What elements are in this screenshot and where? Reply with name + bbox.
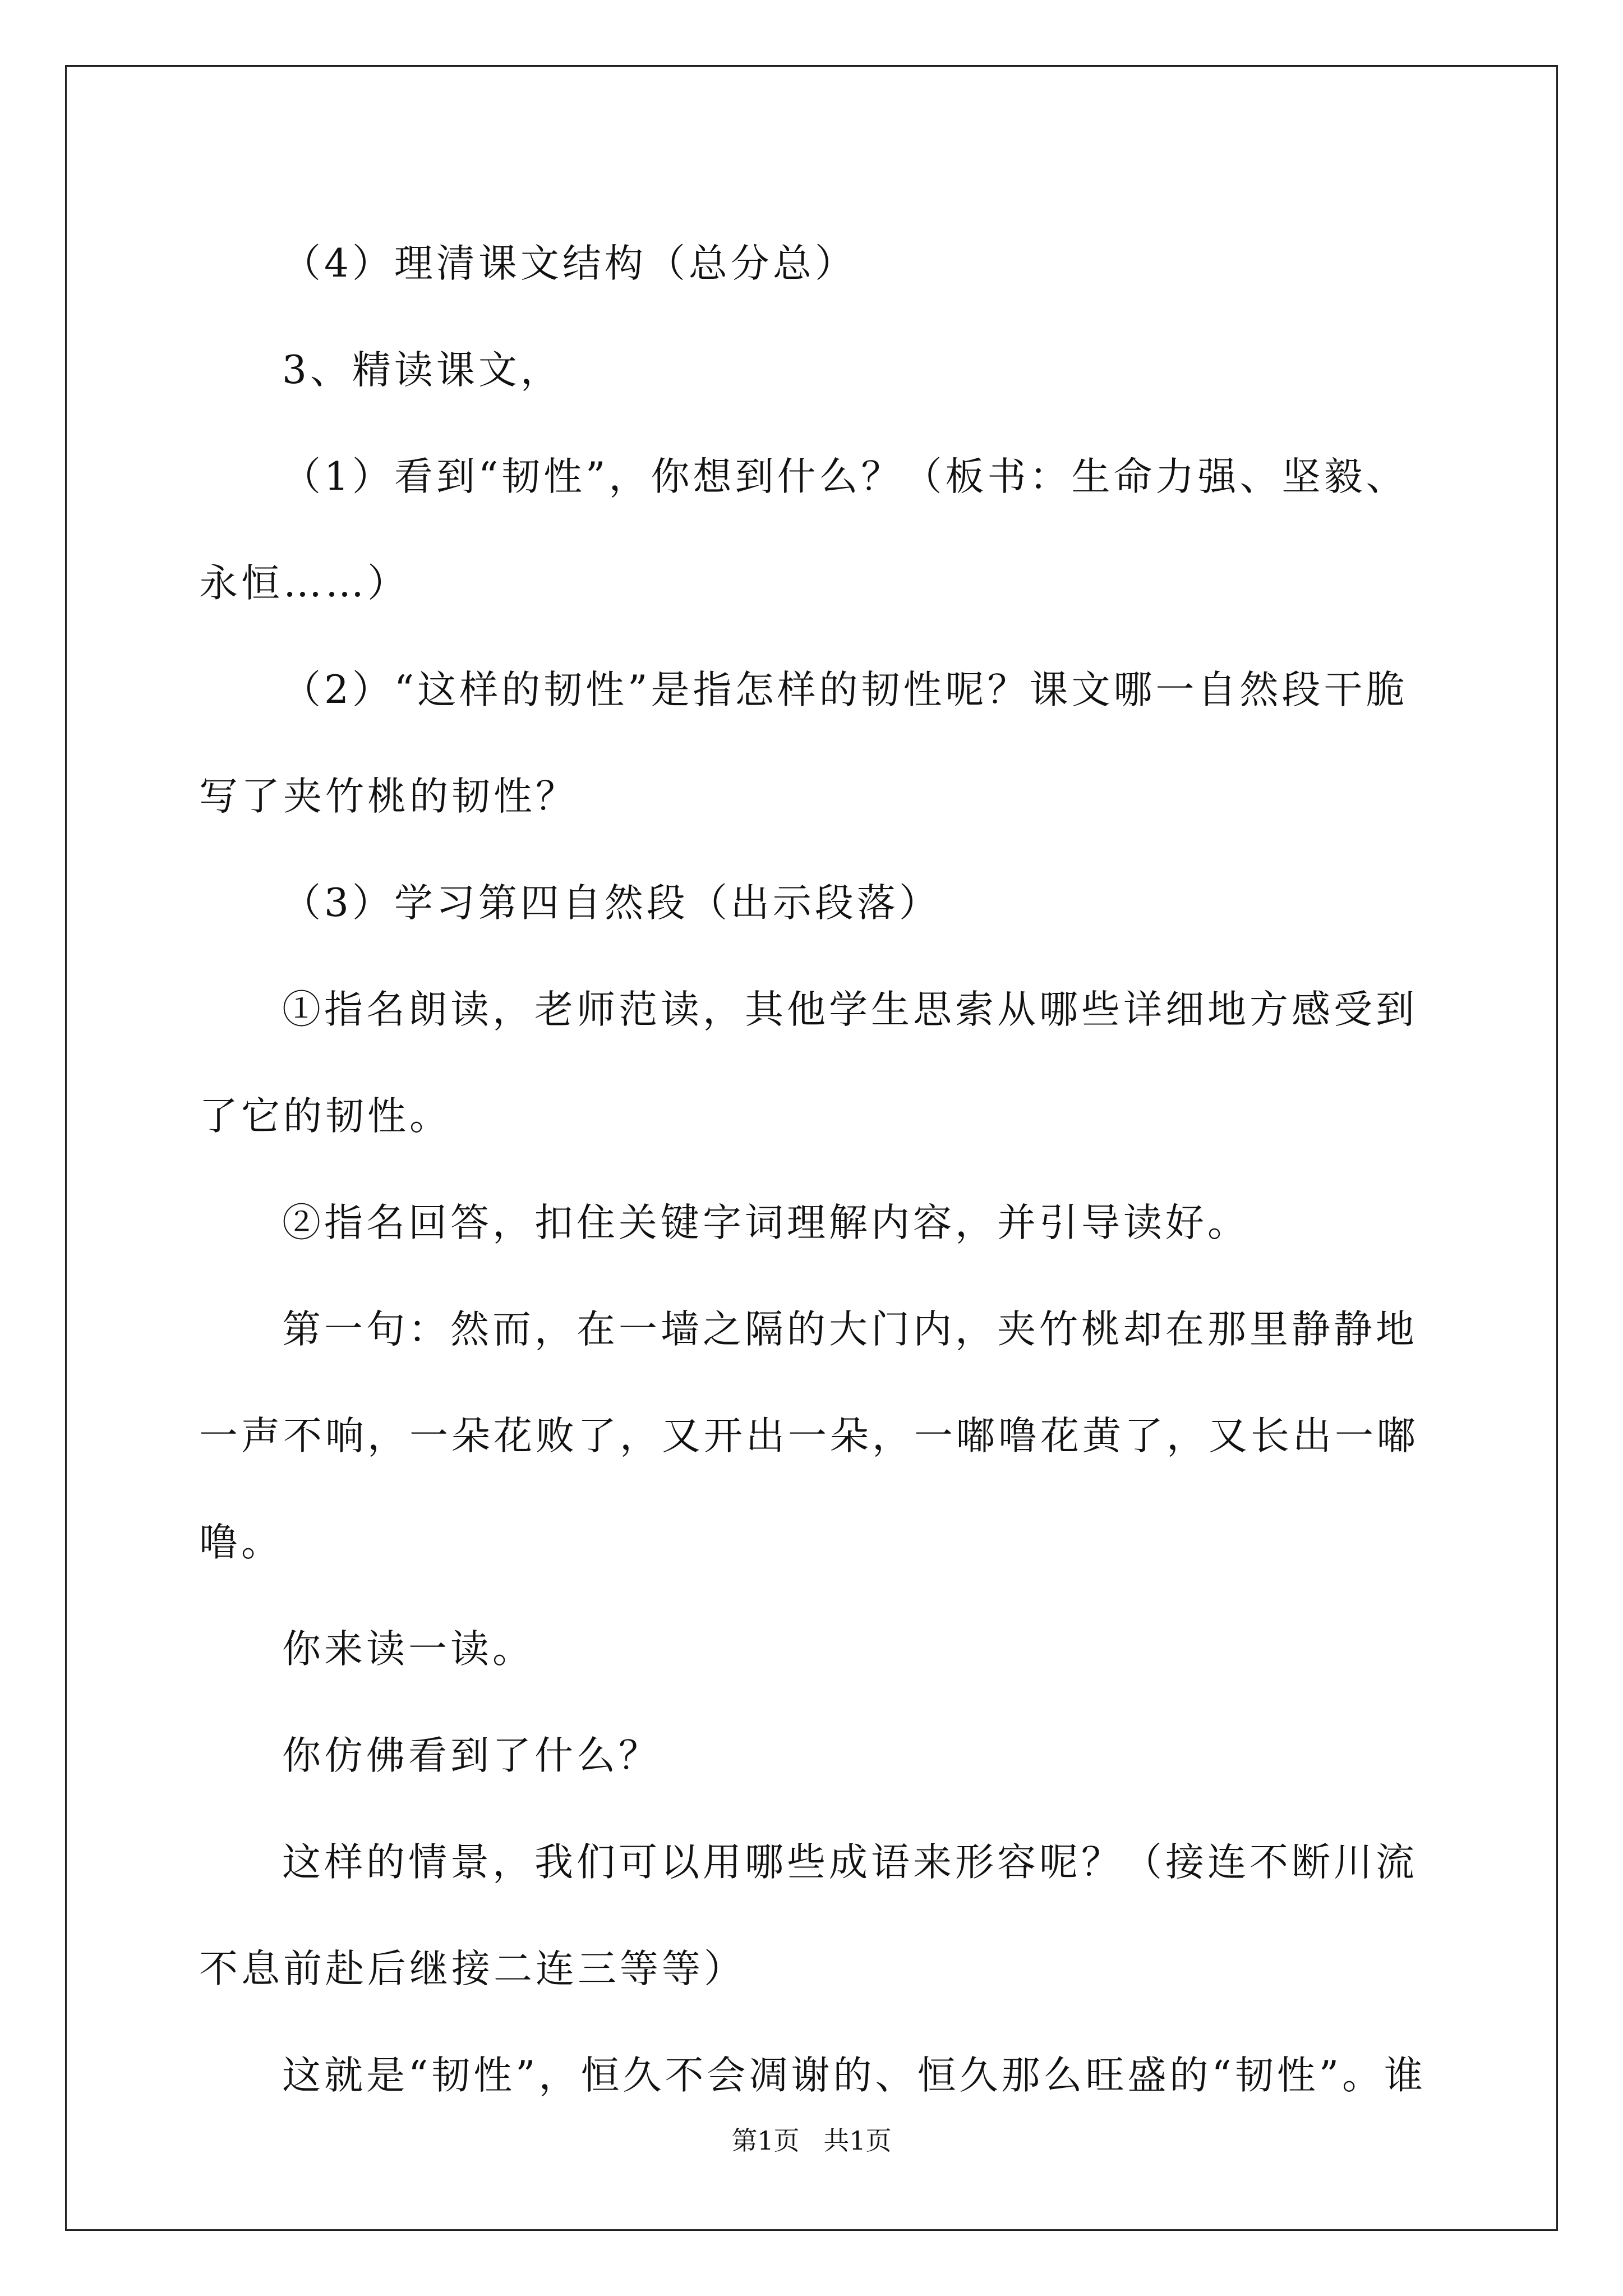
paragraph: （3）学习第四自然段（出示段落） bbox=[282, 881, 941, 926]
paragraph: ②指名回答，扣住关键字词理解内容，并引导读好。 bbox=[282, 1200, 1249, 1245]
paragraph: 你仿佛看到了什么？ bbox=[282, 1733, 661, 1778]
page-number-current: 第1页 bbox=[731, 2125, 800, 2156]
paragraph: 3、精读课文， bbox=[282, 348, 562, 393]
paragraph: 第一句：然而，在一墙之隔的大门内，夹竹桃却在那里静静地一声不响，一朵花败了，又开出一朵，一嘟噜花黄了，又长出一嘟噜。 bbox=[199, 1307, 1419, 1565]
paragraph: 这就是“韧性”，恒久不会凋谢的、恒久那么旺盛的“韧性”。谁 bbox=[282, 2053, 1427, 2098]
paragraph: （2）“这样的韧性”是指怎样的韧性呢？课文哪一自然段干脆写了夹竹桃的韧性？ bbox=[199, 668, 1408, 819]
paragraph: 你来读一读。 bbox=[282, 1627, 534, 1672]
document-body bbox=[199, 210, 1433, 2129]
page-number-total: 共1页 bbox=[823, 2125, 892, 2156]
paragraph: （4）理清课文结构（总分总） bbox=[282, 241, 857, 286]
page-footer bbox=[0, 2120, 1623, 2157]
paragraph: 这样的情景，我们可以用哪些成语来形容呢？（接连不断川流不息前赴后继接二连三等等） bbox=[199, 1840, 1418, 1991]
paragraph: ①指名朗读，老师范读，其他学生思索从哪些详细地方感受到了它的韧性。 bbox=[199, 987, 1418, 1139]
paragraph: （1）看到“韧性”，你想到什么？（板书：生命力强、坚毅、永恒……） bbox=[199, 454, 1408, 606]
